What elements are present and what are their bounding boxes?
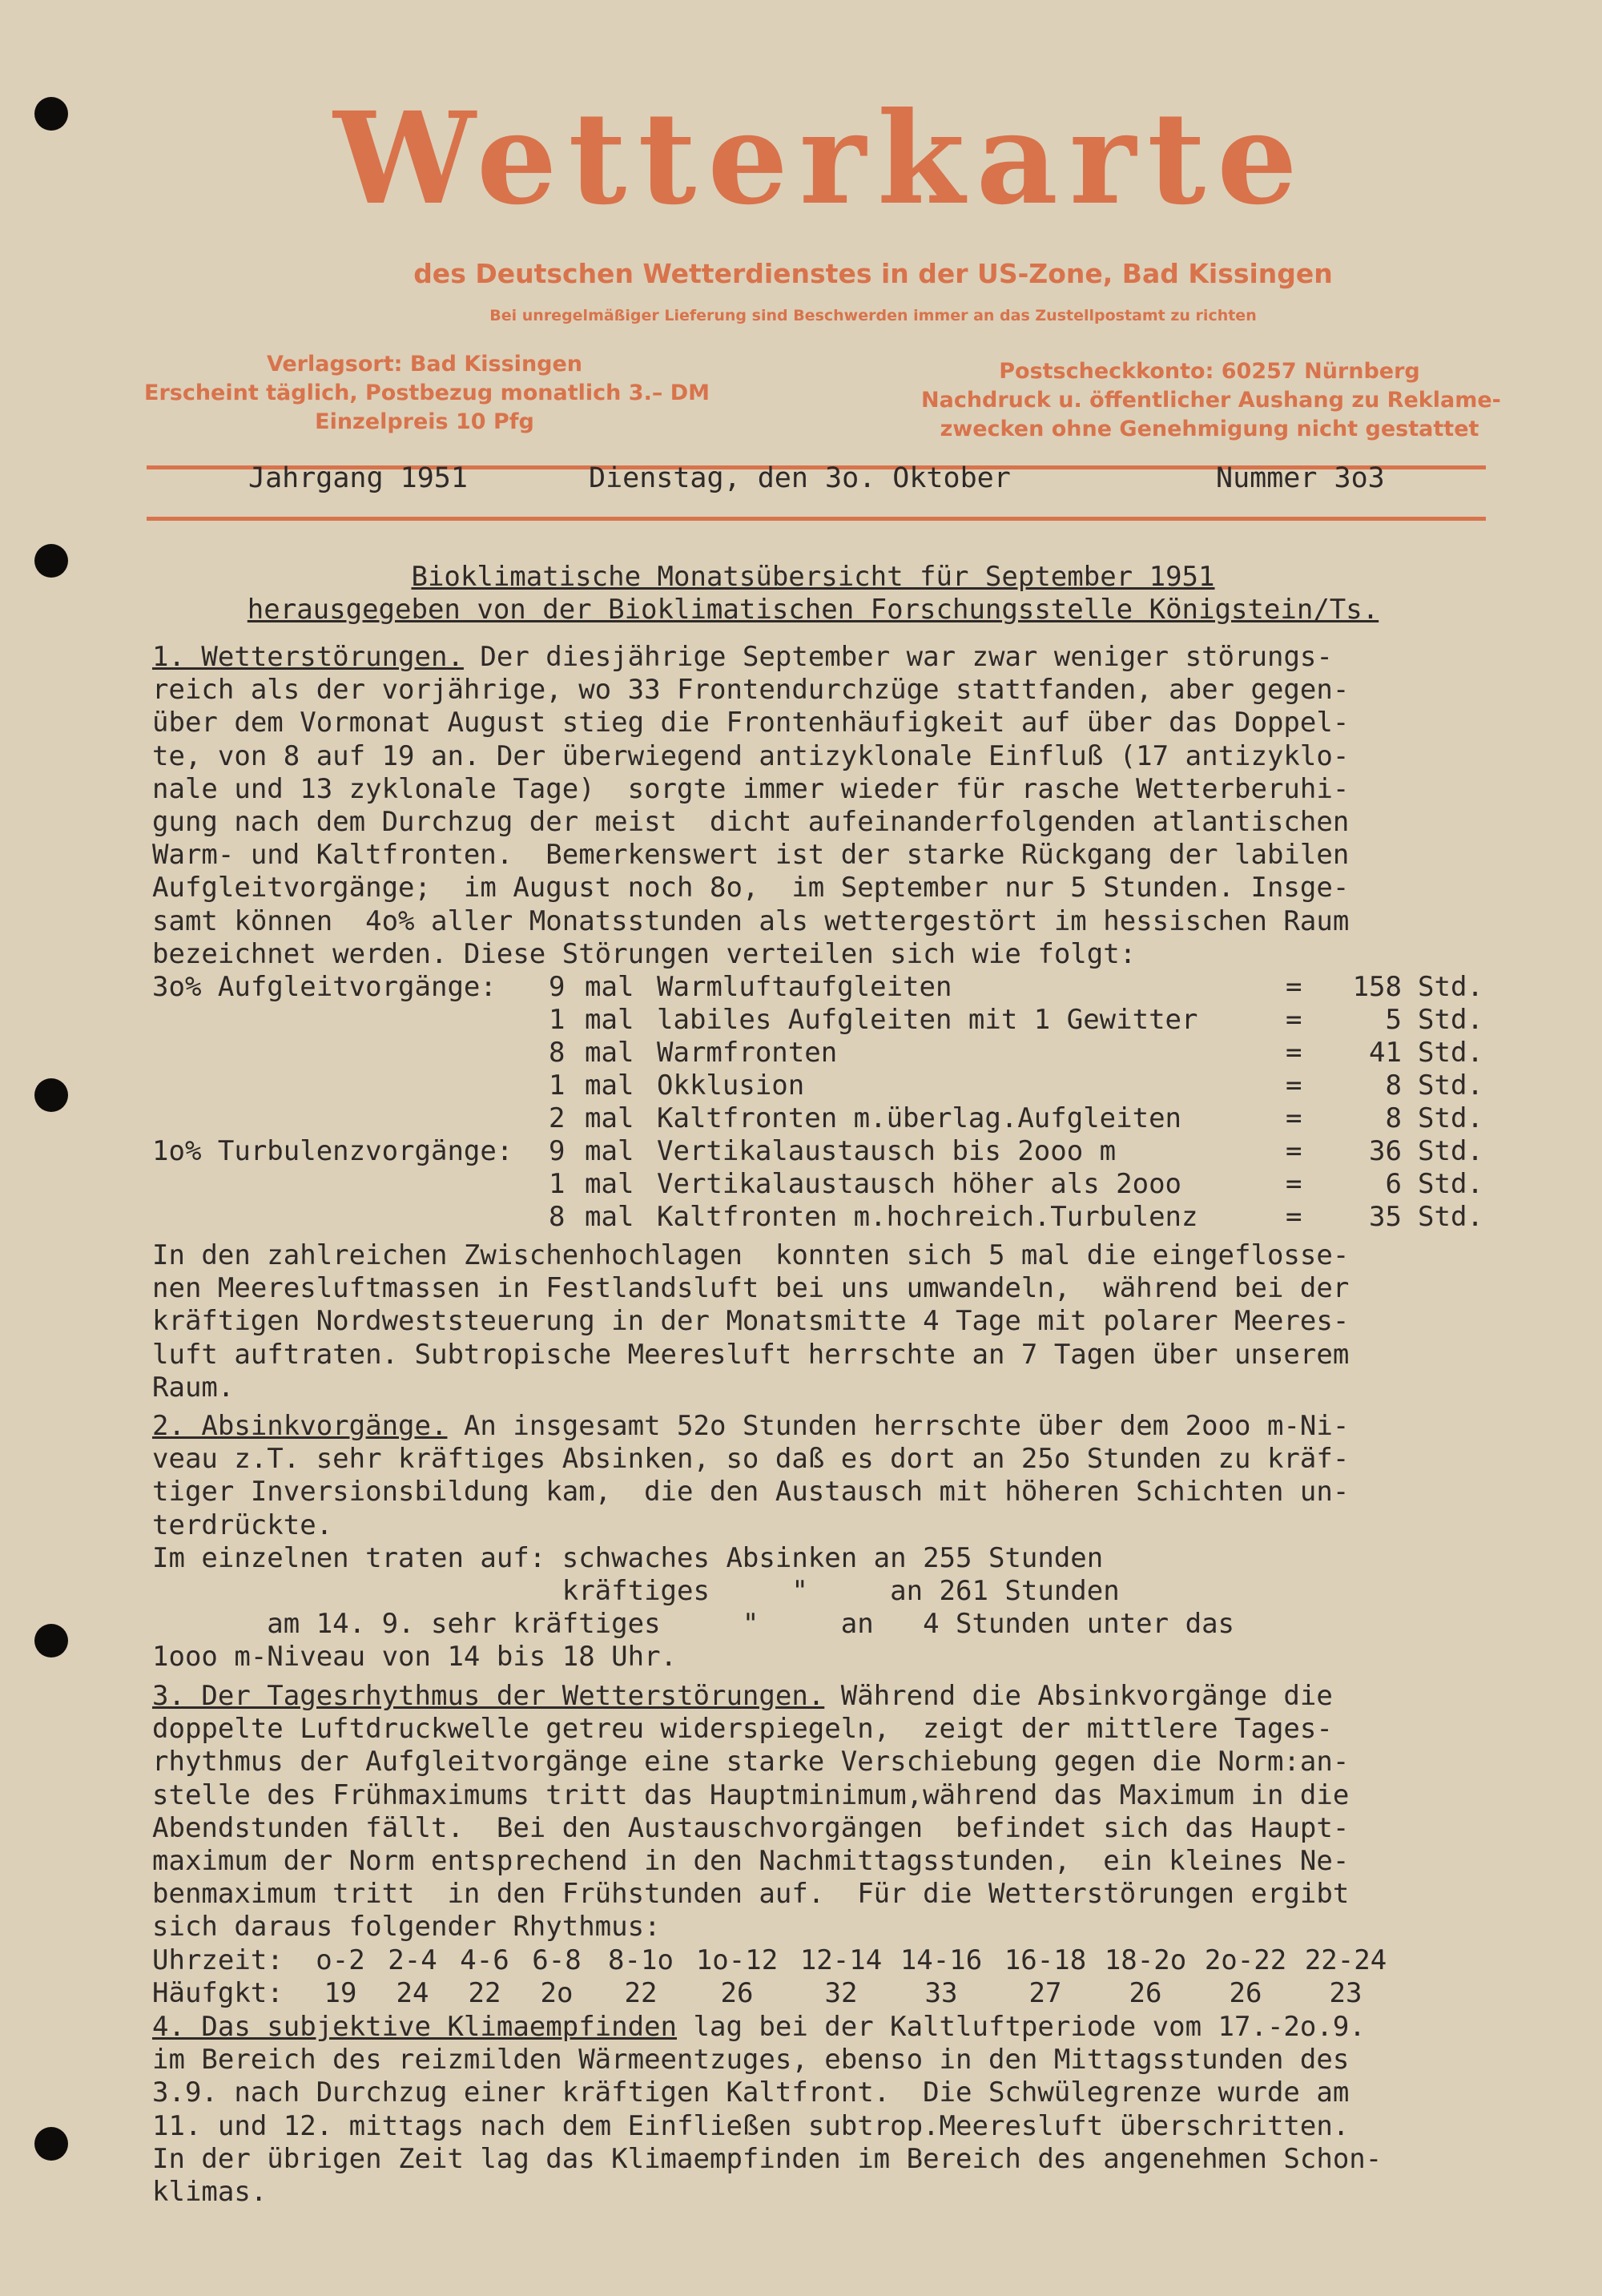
rhythm-frequency: 22 [624,1977,658,2009]
text-line: 11. und 12. mittags nach dem Einfließen subtrop.Meeresluft überschritten. [152,2109,1350,2142]
section-3-paragraph [152,1680,1474,1944]
text-line: 3.9. nach Durchzug einer kräftigen Kaltfront. Die Schwülegrenze wurde am [152,2076,1350,2109]
rhythm-frequency: 2o [540,1977,574,2009]
publisher-info-left [144,350,710,437]
stat-equals: = [1286,1102,1302,1134]
volume-year: Jahrgang 1951 [248,462,468,494]
rhythm-time: 12-14 [799,1944,883,1976]
text-line: benmaximum tritt in den Frühstunden auf. Für die Wetterstörungen ergibt [152,1878,1350,1911]
article-subtitle: herausgegeben von der Bioklimatischen Forschungsstelle Königstein/Ts. [247,594,1379,626]
section-2-title: 2. Absinkvorgänge. [152,1410,448,1442]
stat-count: 9 [549,971,566,1003]
section-4-paragraph [152,2011,1474,2209]
rhythm-time: 1o-12 [695,1944,779,1976]
stat-row [152,1201,1483,1234]
text-line: tiger Inversionsbildung kam, die den Austausch mit höheren Schichten un- [152,1476,1350,1509]
rhythm-frequency: 26 [720,1977,754,2009]
stat-count: 1 [549,1004,566,1036]
section-1-continuation [152,1239,1474,1404]
text-line: terdrückte. [152,1509,333,1541]
stat-row [152,1135,1483,1168]
stat-hours: 36 [1369,1135,1402,1167]
stat-count: 1 [549,1069,566,1102]
stat-row [152,1069,1483,1102]
stat-equals: = [1286,971,1302,1003]
stat-unit: Std. [1418,1135,1483,1167]
masthead-title: Wetterkarte [333,85,1309,233]
stat-type: labiles Aufgleiten mit 1 Gewitter [657,1004,1198,1036]
stat-unit: Std. [1418,971,1483,1003]
stat-hours: 6 [1385,1168,1402,1200]
text-line: Im einzelnen traten auf: schwaches Absinken an 255 Stunden [152,1541,1104,1574]
text-line: luft auftraten. Subtropische Meeresluft herrschte an 7 Tagen über unserem [152,1338,1350,1371]
stat-unit: Std. [1418,1201,1483,1233]
rhythm-time: 16-18 [1004,1944,1087,1976]
publisher-info-line: Verlagsort: Bad Kissingen [266,352,583,377]
rhythm-time: 8-1o [608,1944,674,1976]
text-line: maximum der Norm entsprechend in den Nachmittagsstunden, ein kleines Ne- [152,1845,1350,1878]
text-line: gung nach dem Durchzug der meist dicht aufeinanderfolgenden atlantischen [152,806,1350,839]
rhythm-frequency: 19 [324,1977,357,2009]
stat-unit: Std. [1418,1069,1483,1102]
stat-unit: Std. [1418,1037,1483,1069]
rhythm-frequency-row [152,1977,1474,2010]
stat-mal: mal [585,971,634,1003]
stat-equals: = [1286,1004,1302,1036]
stat-count: 9 [549,1135,566,1167]
rhythm-time: 18-2o [1104,1944,1187,1976]
text-line: An insgesamt 52o Stunden herrschte über dem 2ooo m-Ni- [463,1410,1350,1442]
stat-row [152,1004,1483,1037]
text-line: In der übrigen Zeit lag das Klimaempfinden im Bereich des angenehmen Schon- [152,2142,1383,2175]
text-line: rhythmus der Aufgleitvorgänge eine starke Verschiebung gegen die Norm:an- [152,1746,1350,1778]
punch-hole [34,544,68,578]
delivery-notice: Bei unregelmäßiger Lieferung sind Beschwerden immer an das Zustellpostamt zu richten [489,307,1257,324]
text-line: Raum. [152,1371,235,1404]
punch-hole [34,2127,68,2161]
stat-count: 8 [549,1037,566,1069]
stat-unit: Std. [1418,1004,1483,1036]
text-line: nen Meeresluftmassen in Festlandsluft bei uns umwandeln, während bei der [152,1272,1350,1305]
publisher-info-line: Postscheckkonto: 60257 Nürnberg [999,359,1420,384]
stat-type: Warmluftaufgleiten [657,971,952,1003]
text-line: kräftiges " an 261 Stunden [152,1575,1120,1608]
rhythm-time: 4-6 [460,1944,509,1976]
stat-type: Kaltfronten m.hochreich.Turbulenz [657,1201,1198,1233]
text-line: lag bei der Kaltluftperiode vom 17.-2o.9. [693,2011,1366,2043]
stat-type: Okklusion [657,1069,805,1102]
text-line: Warm- und Kaltfronten. Bemerkenswert ist der starke Rückgang der labilen [152,839,1350,872]
text-line: sich daraus folgender Rhythmus: [152,1911,661,1944]
stat-row [152,1102,1483,1135]
rhythm-frequency: 32 [824,1977,858,2009]
publisher-info-line: zwecken ohne Genehmigung nicht gestattet [940,417,1479,441]
stat-hours: 5 [1385,1004,1402,1036]
stat-mal: mal [585,1102,634,1134]
text-line: bezeichnet werden. Diese Störungen verteilen sich wie folgt: [152,937,1137,970]
issue-number: Nummer 3o3 [1216,462,1385,494]
punch-hole [34,1624,68,1658]
rhythm-time-row [152,1944,1474,1977]
section-3-title: 3. Der Tagesrhythmus der Wetterstörungen. [152,1680,825,1712]
text-line: Abendstunden fällt. Bei den Austauschvorgängen befindet sich das Haupt- [152,1811,1350,1844]
stat-mal: mal [585,1168,634,1200]
stat-row [152,971,1483,1004]
rhythm-frequency: 26 [1129,1977,1162,2009]
stat-group: 3o% Aufgleitvorgänge: [152,971,497,1003]
text-line: stelle des Frühmaximums tritt das Hauptminimum,während das Maximum in die [152,1778,1350,1811]
text-line: te, von 8 auf 19 an. Der überwiegend antizyklonale Einfluß (17 antizyklo- [152,739,1350,772]
rhythm-time: 6-8 [532,1944,582,1976]
stat-equals: = [1286,1135,1302,1167]
section-2-paragraph [152,1410,1474,1674]
stat-count: 1 [549,1168,566,1200]
rhythm-frequency: 33 [924,1977,958,2009]
section-1-paragraph [152,641,1474,971]
stat-mal: mal [585,1004,634,1036]
text-line: im Bereich des reizmilden Wärmeentzuges, ebenso in den Mittagsstunden des [152,2044,1350,2076]
header-rule-bottom [147,517,1486,521]
stat-equals: = [1286,1069,1302,1102]
text-line: 1ooo m-Niveau von 14 bis 18 Uhr. [152,1641,678,1674]
stat-mal: mal [585,1037,634,1069]
text-line: klimas. [152,2176,268,2209]
rhythm-time: 22-24 [1304,1944,1387,1976]
stat-row [152,1037,1483,1069]
article-title: Bioklimatische Monatsübersicht für September 1951 [411,561,1215,593]
stat-type: Vertikalaustausch bis 2ooo m [657,1135,1117,1167]
punch-hole [34,1078,68,1112]
text-line: doppelte Luftdruckwelle getreu widerspiegeln, zeigt der mittlere Tages- [152,1713,1333,1746]
section-4-title: 4. Das subjektive Klimaempfinden [152,2011,678,2043]
stat-equals: = [1286,1201,1302,1233]
publisher-subtitle: des Deutschen Wetterdienstes in der US-Zone, Bad Kissingen [413,258,1333,289]
punch-hole [34,97,68,131]
rhythm-time: o-2 [316,1944,365,1976]
text-line: Aufgleitvorgänge; im August noch 8o, im September nur 5 Stunden. Insge- [152,872,1350,904]
stat-mal: mal [585,1201,634,1233]
stat-type: Warmfronten [657,1037,838,1069]
text-line: nale und 13 zyklonale Tage) sorgte immer wieder für rasche Wetterberuhi- [152,772,1350,805]
text-line: In den zahlreichen Zwischenhochlagen konnten sich 5 mal die eingeflosse- [152,1239,1350,1271]
stat-equals: = [1286,1168,1302,1200]
publisher-info-right [921,357,1501,444]
stat-hours: 8 [1385,1102,1402,1134]
stat-group: 1o% Turbulenzvorgänge: [152,1135,513,1167]
rhythm-frequency: 23 [1329,1977,1363,2009]
rhythm-frequency: 27 [1028,1977,1062,2009]
stat-unit: Std. [1418,1102,1483,1134]
rhythm-frequency: 26 [1229,1977,1262,2009]
stat-unit: Std. [1418,1168,1483,1200]
stat-count: 2 [549,1102,566,1134]
publisher-info-line: Einzelpreis 10 Pfg [315,409,534,434]
issue-date: Dienstag, den 3o. Oktober [589,462,1011,494]
stat-hours: 35 [1369,1201,1402,1233]
stat-row [152,1168,1483,1201]
stat-type: Kaltfronten m.überlag.Aufgleiten [657,1102,1182,1134]
section-1-title: 1. Wetterstörungen. [152,641,464,673]
text-line: Während die Absinkvorgänge die [840,1680,1333,1712]
rhythm-label: Uhrzeit: [152,1944,284,1976]
text-line: reich als der vorjährige, wo 33 Frontendurchzüge stattfanden, aber gegen- [152,674,1350,707]
stat-count: 8 [549,1201,566,1233]
stat-mal: mal [585,1135,634,1167]
publisher-info-line: Nachdruck u. öffentlicher Aushang zu Reklame- [921,388,1501,413]
text-line: samt können 4o% aller Monatsstunden als wettergestört im hessischen Raum [152,904,1350,937]
rhythm-frequency: 22 [468,1977,501,2009]
text-line: veau z.T. sehr kräftiges Absinken, so daß es dort an 25o Stunden zu kräf- [152,1443,1350,1476]
text-line: über dem Vormonat August stieg die Frontenhäufigkeit auf über das Doppel- [152,707,1350,739]
stat-hours: 158 [1352,971,1402,1003]
rhythm-time: 14-16 [900,1944,983,1976]
rhythm-time: 2-4 [388,1944,437,1976]
text-line: Der diesjährige September war zwar weniger störungs- [480,641,1333,673]
text-line: am 14. 9. sehr kräftiges " an 4 Stunden unter das [152,1608,1235,1641]
stat-hours: 8 [1385,1069,1402,1102]
publisher-info-line: Erscheint täglich, Postbezug monatlich 3.– DM [144,381,710,405]
stat-equals: = [1286,1037,1302,1069]
stat-mal: mal [585,1069,634,1102]
text-line: kräftigen Nordweststeuerung in der Monatsmitte 4 Tage mit polarer Meeres- [152,1305,1350,1338]
rhythm-time: 2o-22 [1204,1944,1287,1976]
rhythm-frequency: 24 [396,1977,429,2009]
stat-type: Vertikalaustausch höher als 2ooo [657,1168,1182,1200]
stat-hours: 41 [1369,1037,1402,1069]
rhythm-label: Häufgkt: [152,1977,284,2009]
